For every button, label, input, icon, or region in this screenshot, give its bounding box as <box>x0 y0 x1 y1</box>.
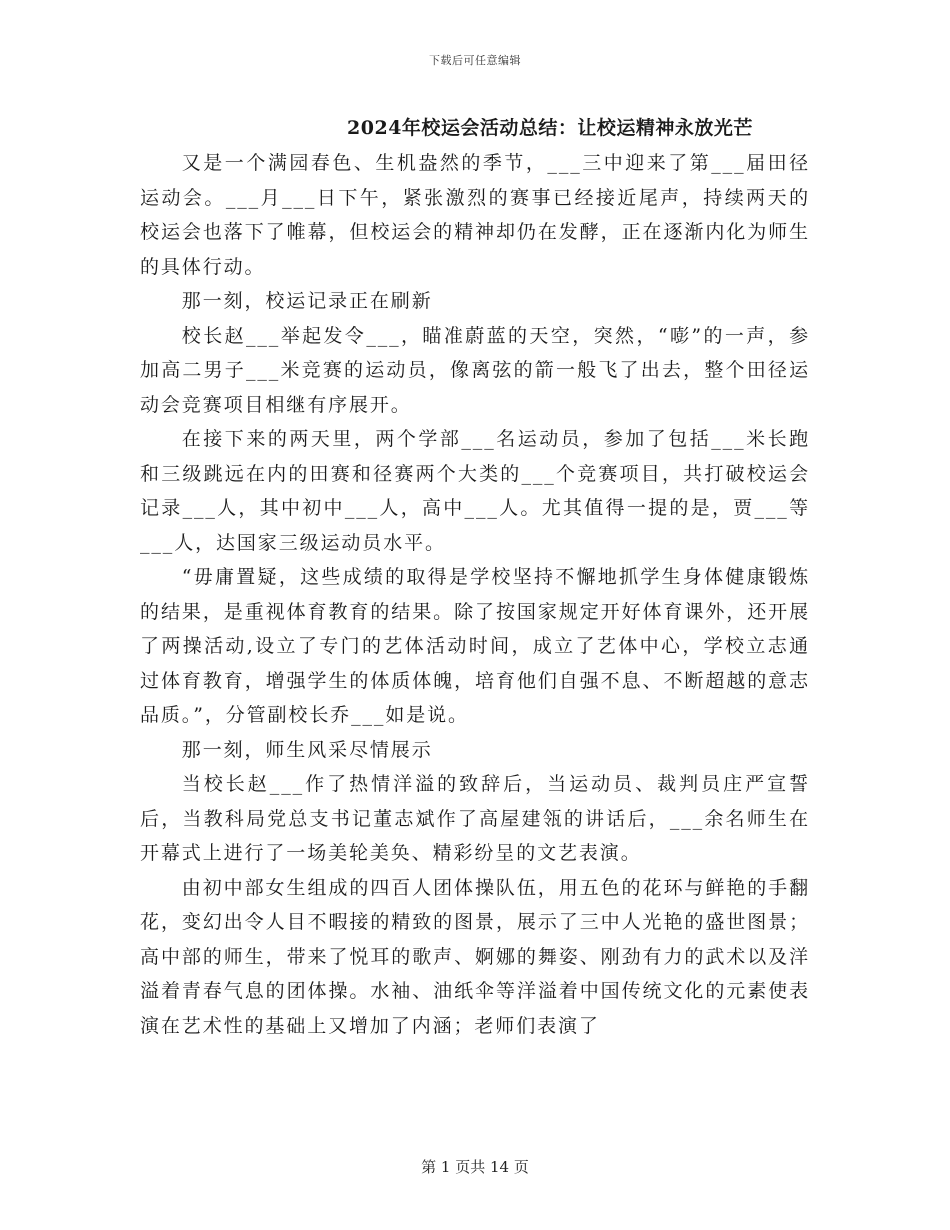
paragraph-start-race: 校长赵___举起发令___，瞄准蔚蓝的天空，突然，“嘭”的一声，参加高二男子___米竞赛的运动员，像离弦的箭一般飞了出去，整个田径运动会竞赛项目相继有序展开。 <box>140 324 810 416</box>
section-heading-performance: 那一刻，师生风采尽情展示 <box>181 738 433 761</box>
paragraph-results: 在接下来的两天里，两个学部___名运动员，参加了包括___米长跑和三级跳远在内的田赛和径赛两个大类的___个竞赛项目，共打破校运会记录___人，其中初中___人，高中___人。尤其值得一提的是，贾___等___人，达国家三级运动员水平。 <box>140 428 810 554</box>
header-note: 下载后可任意编辑 <box>429 54 521 67</box>
paragraph-opening-ceremony: 当校长赵___作了热情洋溢的致辞后，当运动员、裁判员庄严宣誓后，当教科局党总支书记董志斌作了高屋建瓴的讲话后，___余名师生在开幕式上进行了一场美轮美奂、精彩纷呈的文艺表演。 <box>140 773 810 864</box>
section-heading-records: 那一刻，校运记录正在刷新 <box>181 290 433 312</box>
paragraph-performances: 由初中部女生组成的四百人团体操队伍，用五色的花环与鲜艳的手翻花，变幻出令人目不暇接的精致的图景，展示了三中人光艳的盛世图景；高中部的师生，带来了悦耳的歌声、婀娜的舞姿、刚劲有力的武术以及洋溢着青春气息的团体操。水袖、油纸伞等洋溢着中国传统文化的元素使表演在艺术性的基础上又增加了内涵；老师们表演了 <box>140 876 810 1037</box>
paragraph-intro: 又是一个满园春色、生机盎然的季节，___三中迎来了第___届田径运动会。___月___日下午，紧张激烈的赛事已经接近尾声，持续两天的校运会也落下了帷幕，但校运会的精神却仍在发酵，正在逐渐内化为师生的具体行动。 <box>140 152 810 278</box>
document-title: 2024年校运会活动总结：让校运精神永放光芒 <box>347 117 753 139</box>
page-number: 第 1 页共 14 页 <box>421 1158 529 1176</box>
paragraph-quote: “毋庸置疑，这些成绩的取得是学校坚持不懈地抓学生身体健康锻炼的结果，是重视体育教育的结果。除了按国家规定开好体育课外，还开展了两操活动,设立了专门的艺体活动时间，成立了艺体中心，学校立志通过体育教育，增强学生的体质体魄，培育他们自强不息、不断超越的意志品质。”，分管副校长乔___如是说。 <box>140 566 810 726</box>
document-body <box>140 146 810 1043</box>
